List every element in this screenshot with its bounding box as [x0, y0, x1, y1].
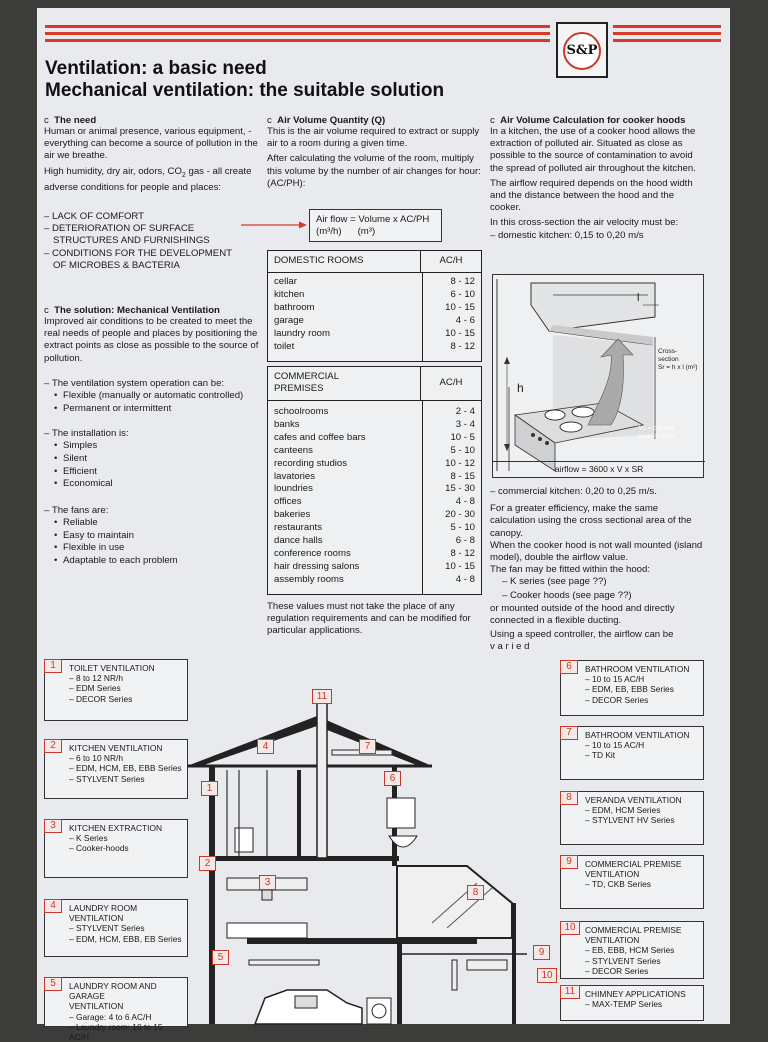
table-row: offices 4 - 8 [274, 496, 475, 508]
header-red-line [613, 39, 721, 42]
house-callout-9: 9 [533, 945, 550, 960]
brand-logo [556, 22, 608, 78]
fit-item: – Cooker hoods (see page ??) [502, 589, 632, 601]
formula-text: Air flow = Volume x AC/PH [316, 214, 430, 225]
table-row: garage 4 - 6 [274, 314, 475, 326]
formula-box [309, 209, 442, 242]
domestic-rooms-table [267, 250, 482, 362]
bullet-item: • Efficient [54, 466, 259, 479]
callout-number: 3 [44, 819, 62, 833]
column-cooker-hoods-continued [490, 486, 705, 654]
house-callout-6: 6 [384, 771, 401, 786]
diagram-cross-section: Cross- section Sr = h x l (m²) [658, 348, 698, 371]
callout-box-9: 9 COMMERCIAL PREMISE VENTILATION – TD, CKB Series [560, 855, 704, 909]
logo-text: S&P [563, 32, 601, 70]
cooker-hood-heading: Air Volume Calculation for cooker hoods [500, 115, 686, 126]
bullet-item: • Flexible in use [54, 542, 259, 555]
table-row: cellar 8 - 12 [274, 276, 475, 287]
table-header: DOMESTIC ROOMS [268, 251, 421, 272]
diagram-l-label: l [637, 292, 640, 304]
air-volume-text: After calculating the volume of the room, multiply this volume by the number of air changes for hour: (AC/PH): [267, 153, 481, 189]
fans-intro: – The fans are: [44, 504, 109, 516]
bullet-item: • Simples [54, 440, 259, 453]
callout-number: 8 [560, 791, 578, 805]
house-callout-5: 5 [212, 950, 229, 965]
table-row: assembly rooms 4 - 8 [274, 573, 475, 585]
column-need [44, 115, 259, 567]
commercial-premises-table [267, 366, 482, 595]
issue-item: – DETERIORATION OF SURFACE [44, 223, 195, 235]
callout-number: 11 [560, 985, 580, 999]
commercial-rows [268, 401, 481, 587]
column-cooker-hoods: c Air Volume Calculation for cooker hoods In a kitchen, the use of a cooker hood allows the extraction of polluted air. Situated as close as possible to the source of contamination to avoid the spread of polluted air throughout the kitchen. The airflow required depends on the hood width and the distance between the hood and the cooker. In this cross-section the air velocity must be: – domestic kitchen: 0,15 to 0,20 m/s [490, 115, 705, 242]
table-header: AC/H [439, 255, 463, 266]
cooker-hood-text: v a r i e d [490, 641, 530, 653]
callout-box-6: 6 BATHROOM VENTILATION – 10 to 15 AC/H – EDM, EB, EBB Series – DECOR Series [560, 660, 704, 716]
callout-number: 7 [560, 726, 578, 740]
issue-item: OF MICROBES & BACTERIA [53, 259, 180, 271]
callout-box-1: 1 TOILET VENTILATION – 8 to 12 NR/h – EDM Series – DECOR Series [44, 659, 188, 721]
house-callout-2: 2 [199, 856, 216, 871]
house-callout-3: 3 [259, 875, 276, 890]
bullet-item: • Silent [54, 453, 259, 466]
table-row: schoolrooms 2 - 4 [274, 406, 475, 417]
house-callout-11: 11 [312, 689, 332, 704]
issue-item: – LACK OF COMFORT [44, 210, 145, 222]
house-callout-7: 7 [359, 739, 376, 754]
callout-number: 1 [44, 659, 62, 673]
callout-box-2: 2 KITCHEN VENTILATION – 6 to 10 NR/h – EDM, HCM, EB, EBB Series – STYLVENT Series [44, 739, 188, 799]
callout-number: 10 [560, 921, 580, 935]
table-row: canteens 5 - 10 [274, 444, 475, 456]
fit-item: – K series (see page ??) [502, 576, 607, 588]
table-row: dance halls 6 - 8 [274, 535, 475, 547]
solution-text: Improved air conditions to be created to meet the real needs of people and places by positioning the extract points as close as possible to the source of pollution. [44, 315, 259, 364]
house-callout-8: 8 [467, 885, 484, 900]
bullet-item: • Reliable [54, 517, 259, 530]
header-red-line [45, 25, 550, 28]
domestic-rows [268, 273, 481, 353]
section-heading: c The solution: Mechanical Ventilation [44, 304, 220, 316]
table-row: kitchen 6 - 10 [274, 288, 475, 300]
issues-list [44, 211, 259, 272]
table-row: bakeries 20 - 30 [274, 509, 475, 521]
callout-box-7: 7 BATHROOM VENTILATION – 10 to 15 AC/H – TD Kit [560, 726, 704, 780]
column-air-volume: c Air Volume Quantity (Q) This is the air volume required to extract or supply air to a room during a given time. After calculating the volume of the room, multiply this volume by the number of air changes for hour: (AC/PH): [267, 115, 481, 189]
cooker-hood-text: Using a speed controller, the airflow can be [490, 629, 674, 641]
domestic-velocity: – domestic kitchen: 0,15 to 0,20 m/s [490, 229, 644, 241]
callout-box-8: 8 VERANDA VENTILATION – EDM, HCM Series – STYLVENT HV Series [560, 791, 704, 845]
diagram-h-label: h [517, 381, 524, 395]
table-header: PREMISES [274, 383, 324, 394]
header-red-line [613, 25, 721, 28]
diagram-velocity: Vc = capture velocity (m/s) [639, 425, 676, 440]
callout-number: 5 [44, 977, 62, 991]
air-volume-heading: Air Volume Quantity (Q) [277, 115, 386, 126]
table-row: banks 3 - 4 [274, 418, 475, 430]
fans-list [54, 517, 259, 567]
callout-box-11: 11 CHIMNEY APPLICATIONS – MAX-TEMP Series [560, 985, 704, 1021]
table-row: conference rooms 8 - 12 [274, 547, 475, 559]
red-arrow-icon [239, 220, 309, 230]
bullet-item: • Flexible (manually or automatic controlled) [54, 390, 259, 403]
callout-number: 6 [560, 660, 578, 674]
page-subtitle: Mechanical ventilation: the suitable solution [45, 80, 445, 101]
table-header: AC/H [439, 377, 463, 388]
commercial-velocity: – commercial kitchen: 0,20 to 0,25 m/s. [490, 486, 657, 497]
table-note: These values must not take the place of any regulation requirements and can be modified for particular applications. [267, 601, 471, 637]
table-row: cafes and coffee bars 10 - 5 [274, 431, 475, 443]
cooker-hood-diagram [492, 274, 704, 478]
air-volume-text: This is the air volume required to extract or supply air to a room during a given time. [267, 126, 480, 150]
callout-box-5: 5 LAUNDRY ROOM AND GARAGE VENTILATION – Garage: 4 to 6 AC/H – Laundry room: 10 to 15 AC/H [44, 977, 188, 1027]
callout-number: 2 [44, 739, 62, 753]
callout-number: 4 [44, 899, 62, 913]
table-row: restaurants 5 - 10 [274, 522, 475, 534]
cooker-hood-text: For a greater efficiency, make the same calculation using the cross sectional area of the canopy. [490, 503, 692, 539]
callout-box-10: 10 COMMERCIAL PREMISE VENTILATION – EB, EBB, HCM Series – STYLVENT Series – DECOR Series [560, 921, 704, 979]
formula-units: (m³/h) (m³) [316, 226, 376, 237]
table-row: hair dressing salons 10 - 15 [274, 560, 475, 572]
house-callout-4: 4 [257, 739, 274, 754]
need-heading: The need [54, 115, 97, 126]
need-text: Human or animal presence, various equipment, -everything can become a source of pollution in the air we breathe. [44, 126, 258, 162]
page-title: Ventilation: a basic need [45, 58, 267, 79]
humidity-text: High humidity, dry air, odors, $CO_2$ gas - all create adverse conditions for people and places: [44, 165, 252, 193]
table-row: bathroom 10 - 15 [274, 301, 475, 313]
house-callout-1: 1 [201, 781, 218, 796]
issue-item: – CONDITIONS FOR THE DEVELOPMENT [44, 247, 232, 259]
callout-box-4: 4 LAUNDRY ROOM VENTILATION – STYLVENT Series – EDM, HCM, EBB, EB Series [44, 899, 188, 957]
bullet-item: • Adaptable to each problem [54, 555, 259, 568]
section-heading: c The need [44, 115, 97, 126]
cooker-hood-text: In a kitchen, the use of a cooker hood allows the extraction of polluted air. Situated as close as possible to the source of contamination to avoid the spread of polluted air throughout the kitchen. [490, 126, 696, 174]
issue-item: STRUCTURES AND FURNISHINGS [53, 235, 210, 247]
diagram-formula: airflow = 3600 x V x SR [493, 461, 705, 474]
operation-list [54, 390, 259, 415]
table-row: laundry room 10 - 15 [274, 327, 475, 339]
bullet-item: • Economical [54, 478, 259, 491]
house-illustration-icon [187, 698, 567, 1024]
table-row: lavatories 8 - 15 [274, 470, 475, 482]
table-row: toilet 8 - 12 [274, 340, 475, 352]
table-row: loundries 15 - 30 [274, 483, 475, 495]
operation-intro: – The ventilation system operation can be: [44, 377, 225, 389]
bullet-item: • Permanent or intermittent [54, 403, 259, 416]
callout-box-3: 3 KITCHEN EXTRACTION – K Series – Cooker-hoods [44, 819, 188, 878]
header-red-line [45, 39, 550, 42]
table-row: recording studios 10 - 12 [274, 457, 475, 469]
cooker-hood-text: When the cooker hood is not wall mounted (island model), double the airflow value. [490, 539, 703, 564]
hood-illustration-icon [493, 275, 705, 479]
cooker-hood-text: or mounted outside of the hood and directly connected in a flexible ducting. [490, 602, 675, 627]
cooker-hood-text: The fan may be fitted within the hood: [490, 564, 650, 576]
installation-intro: – The installation is: [44, 428, 129, 440]
document-page [37, 8, 730, 1042]
solution-heading: The solution: Mechanical Ventilation [54, 304, 220, 316]
callout-number: 9 [560, 855, 578, 869]
header-red-line [45, 32, 550, 35]
bullet-item: • Easy to maintain [54, 530, 259, 543]
cooker-hood-text: In this cross-section the air velocity must be: [490, 217, 679, 229]
header-red-line [613, 32, 721, 35]
cooker-hood-text: The airflow required depends on the hood width and the distance between the hood and the cooker. [490, 177, 693, 214]
house-callout-10: 10 [537, 968, 557, 983]
table-header: COMMERCIAL [274, 371, 340, 382]
installation-list [54, 440, 259, 490]
